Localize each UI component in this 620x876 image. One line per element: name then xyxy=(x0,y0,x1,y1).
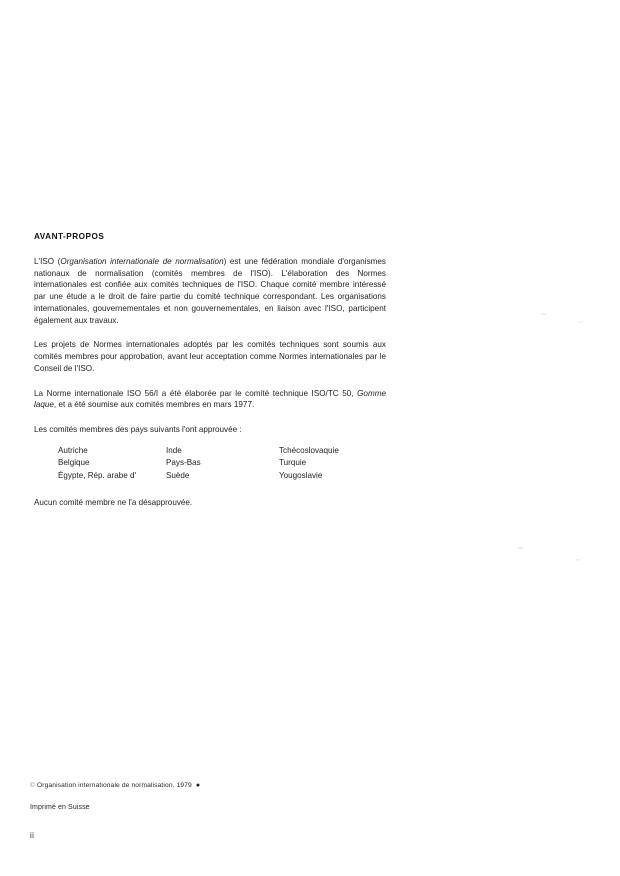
country-cell: Égypte, Rép. arabe d' xyxy=(58,470,137,480)
country-cell: Yougoslavie xyxy=(279,470,323,480)
table-row xyxy=(34,457,388,469)
country-cell: Pays-Bas xyxy=(166,458,201,468)
copyright-line xyxy=(30,781,430,790)
scan-artifact-icon: ~ xyxy=(577,316,584,328)
bullet-icon: ● xyxy=(195,782,201,789)
table-row xyxy=(34,445,388,457)
scan-artifact-icon: ~ xyxy=(540,308,547,320)
approving-countries-table xyxy=(34,445,388,482)
standard-origin-lead: La Norme internationale ISO 56/I a été élaborée par le comité technique ISO/TC 50, xyxy=(34,388,358,398)
country-cell: Autriche xyxy=(58,445,88,455)
paragraph-text-rest: ) est une fédération mondiale d'organismes nationaux de normalisation (comités membres de l'ISO). L'élaboration des Normes internationales est confiée aux comités techniques de l'ISO. Chaque comité membre intéressé par une étude a le droit de faire partie du comité technique correspondant. Les organisations internationales, gouvernementales et non gouvernementales, en liaison avec l'ISO, participent également aux travaux. xyxy=(34,256,386,325)
table-row xyxy=(34,470,388,482)
page-footer xyxy=(30,781,430,812)
country-cell: Inde xyxy=(166,445,182,455)
scan-artifact-icon: ~ xyxy=(574,554,582,566)
country-cell: Belgique xyxy=(58,458,90,468)
page-number: ii xyxy=(30,831,35,840)
country-cell: Suède xyxy=(166,470,190,480)
paragraph-draft-standards: Les projets de Normes internationales adoptés par les comités techniques sont soumis aux comités membres pour approbation, avant leur acceptation comme Normes internationales par le Conseil de l'ISO. xyxy=(34,340,386,373)
standard-origin-rest: , et a été soumise aux comités membres en mars 1977. xyxy=(53,400,255,410)
disapproval-statement: Aucun comité membre ne l'a désapprouvée. xyxy=(34,498,193,508)
country-cell: Tchécoslovaquie xyxy=(279,445,339,455)
copyright-icon: © xyxy=(30,782,36,789)
iso-full-name-italic: Organisation internationale de normalisation xyxy=(60,256,224,266)
country-cell: Turquie xyxy=(279,458,307,468)
page-title: AVANT-PROPOS xyxy=(34,232,105,241)
copyright-text: Organisation internationale de normalisation, 1979 xyxy=(37,782,192,789)
paragraph-standard-origin xyxy=(34,388,386,412)
paragraph-text-lead: L'ISO ( xyxy=(34,256,61,266)
approval-intro: Les comités membres des pays suivants l'ont approuvée : xyxy=(34,425,242,435)
document-body xyxy=(34,232,386,509)
printed-in-line: Imprimé en Suisse xyxy=(30,804,90,811)
paragraph-iso-definition xyxy=(34,256,386,327)
committee-subject-italic: Gomme laque xyxy=(34,388,386,410)
scan-artifact-icon: ~ xyxy=(517,542,524,554)
